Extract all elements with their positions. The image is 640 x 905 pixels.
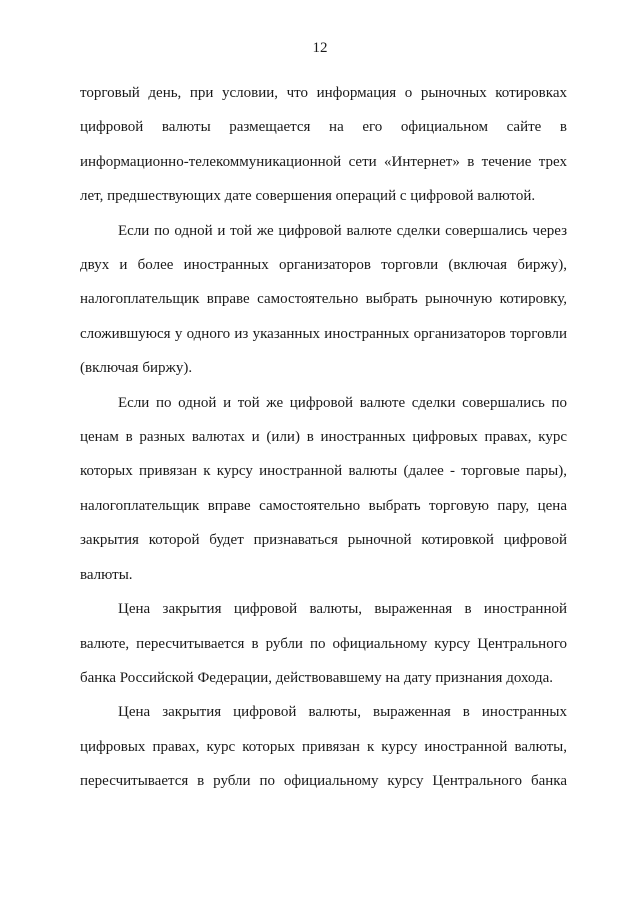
paragraph-trading-pairs: Если по одной и той же цифровой валюте сделки совершались по ценам в разных валютах и (или) в иностранных цифровых правах, курс которых привязан к курсу иностранной валюты (далее - торговые пары), налогоплательщик вправе самостоятельно выбрать торговую пару, цена закрытия которой будет признаваться рыночной котировкой цифровой валюты. bbox=[80, 394, 567, 583]
paragraph-continuation: торговый день, при условии, что информация о рыночных котировках цифровой валюты размещается на его официальном сайте в информационно-телекоммуникационной сети «Интернет» в течение трех лет, предшествующих дате совершения операций с цифровой валютой. bbox=[80, 85, 567, 205]
document-body bbox=[80, 76, 567, 799]
paragraph-foreign-currency-conversion: Цена закрытия цифровой валюты, выраженная в иностранной валюте, пересчитывается в рубли по официальному курсу Центрального банка Российской Федерации, действовавшему на дату признания дохода. bbox=[80, 601, 567, 686]
paragraph-multiple-organizers: Если по одной и той же цифровой валюте сделки совершались через двух и более иностранных организаторов торговли (включая биржу), налогоплательщик вправе самостоятельно выбрать рыночную котировку, сложившуюся у одного из указанных иностранных организаторов торговли (включая биржу). bbox=[80, 222, 567, 377]
paragraph-digital-rights-conversion: Цена закрытия цифровой валюты, выраженная в иностранных цифровых правах, курс которых привязан к курсу иностранной валюты, пересчитывается в рубли по официальному курсу Центрального банка bbox=[80, 704, 567, 790]
page-number: 12 bbox=[312, 40, 328, 56]
